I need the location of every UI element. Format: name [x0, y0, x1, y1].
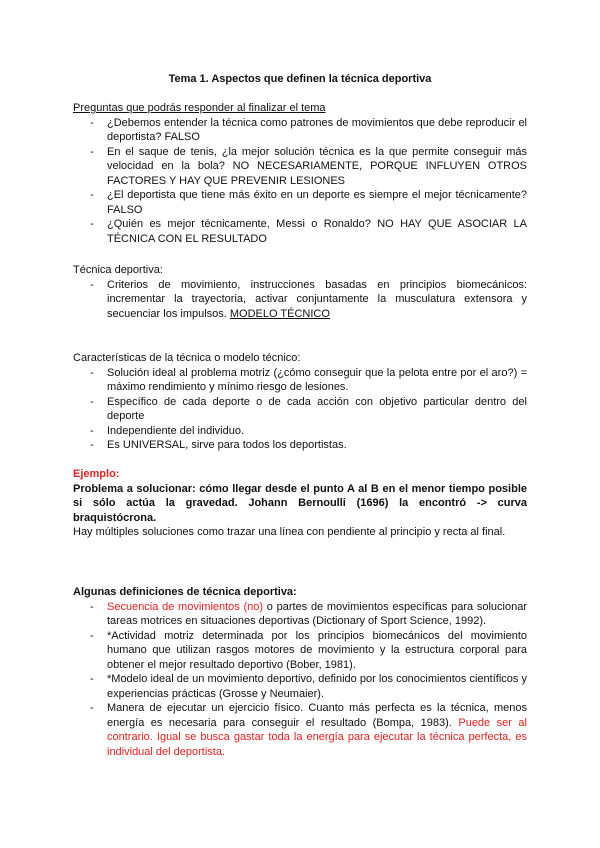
ejemplo-note: Hay múltiples soluciones como trazar una línea con pendiente al principio y recta al final. — [73, 526, 506, 538]
list-item: - ¿Debemos entender la técnica como patrones de movimientos que debe reproducir el deportista? FALSO — [73, 116, 527, 145]
definiciones-list — [73, 600, 527, 760]
tecnica-list — [73, 278, 527, 322]
ejemplo-label: Ejemplo: — [73, 468, 120, 480]
list-item: - ¿El deportista que tiene más éxito en un deporte es siempre el mejor técnicamente? FALSO — [73, 188, 527, 217]
list-item: - *Actividad motriz determinada por los principios biomecánicos del movimiento humano que utilizan rasgos motores de movimiento y la estructura corporal para obtener el mejor resultado deportivo (Bober, 1981). — [73, 629, 527, 673]
list-item: - *Modelo ideal de un movimiento deportivo, definido por los conocimientos científicos y experiencias prácticas (Grosse y Neumaier). — [73, 672, 527, 701]
def4-highlight: Puede ser al contrario. Igual se busca gastar toda la energía para ejecutar la técnica perfecta, es individual del deportista. — [107, 716, 527, 758]
list-item: - Específico de cada deporte o de cada acción con objetivo particular dentro del deporte — [73, 395, 527, 424]
questions-heading: Preguntas que podrás responder al finalizar el tema — [73, 102, 326, 114]
def1-highlight: Secuencia de movimientos (no) — [107, 600, 264, 613]
ejemplo-section — [73, 467, 527, 540]
ejemplo-problem: Problema a solucionar: cómo llegar desde el punto A al B en el menor tiempo posible si sólo actúa la gravedad. Johann Bernoulli (1696) la encontró -> curva braquistócrona. — [73, 482, 527, 524]
list-item — [73, 600, 527, 629]
list-item: - En el saque de tenis, ¿la mejor solución técnica es la que permite conseguir más velocidad en la bola? NO NECESARIAMENTE, PORQUE INFLUYEN OTROS FACTORES Y HAY QUE PREVENIR LESIONES — [73, 145, 527, 189]
caracteristicas-section — [73, 351, 527, 453]
list-item — [73, 278, 527, 322]
def1-text: o partes de movimientos específicas para solucionar tareas motrices en situaciones deportivas (Dictionary of Sport Science, 1992). — [107, 600, 527, 627]
tecnica-text: Criterios de movimiento, instrucciones basadas en principios biomecánicos: incrementar la trayectoria, activar conjuntamente la musculatura extensora y secuenciar los impulsos. — [107, 278, 527, 320]
definiciones-heading: Algunas definiciones de técnica deportiva: — [73, 586, 297, 598]
list-item: - ¿Quién es mejor técnicamente, Messi o Ronaldo? NO HAY QUE ASOCIAR LA TÉCNICA CON EL RESULTADO — [73, 217, 527, 246]
list-item: - Independiente del individuo. — [73, 424, 527, 439]
tecnica-section — [73, 263, 527, 321]
caracteristicas-heading: Características de la técnica o modelo técnico: — [73, 352, 301, 364]
def4-text: Manera de ejecutar un ejercicio físico. Cuanto más perfecta es la técnica, menos energía es necesaria para conseguir el resultado (Bompa, 1983). — [107, 702, 527, 729]
modelo-tecnico-text: MODELO TÉCNICO — [229, 307, 330, 320]
list-item: - Es UNIVERSAL, sirve para todos los deportistas. — [73, 438, 527, 453]
list-item — [73, 701, 527, 759]
questions-section — [73, 101, 527, 246]
caracteristicas-list — [73, 366, 527, 453]
page-title: Tema 1. Aspectos que definen la técnica deportiva — [168, 73, 432, 85]
list-item: - Solución ideal al problema motriz (¿cómo conseguir que la pelota entre por el aro?) = máximo rendimiento y mínimo riesgo de lesiones. — [73, 366, 527, 395]
definiciones-section — [73, 585, 527, 759]
questions-list — [73, 116, 527, 247]
tecnica-heading: Técnica deportiva: — [73, 264, 163, 276]
